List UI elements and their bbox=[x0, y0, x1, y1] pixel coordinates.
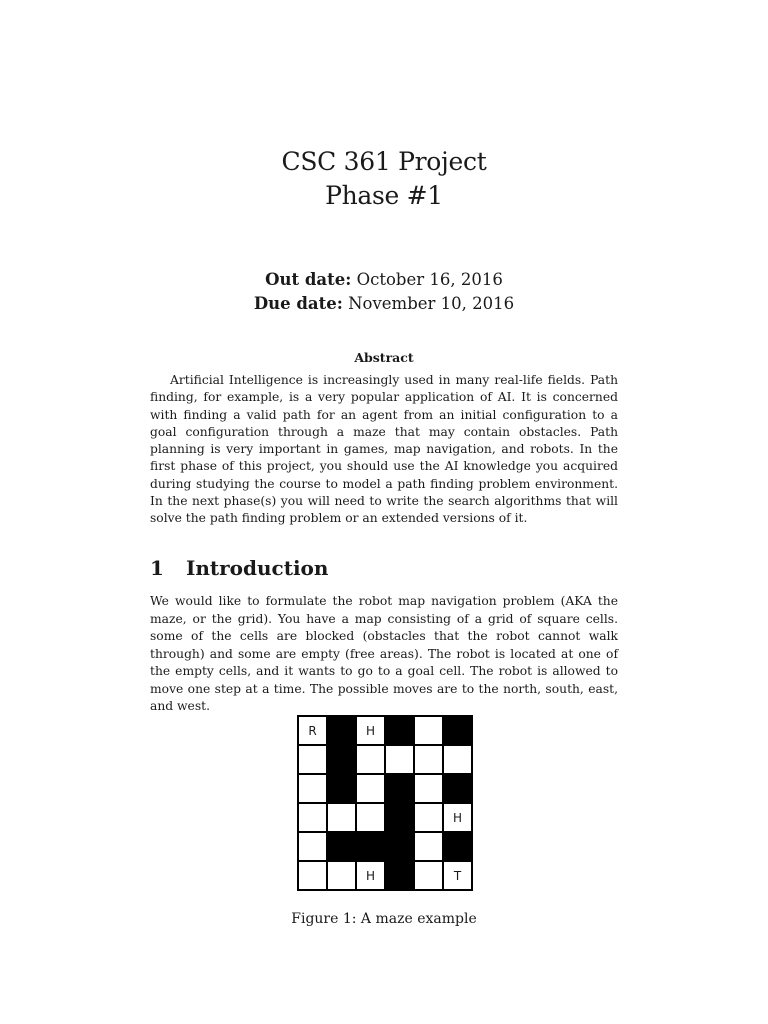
maze-cell: H bbox=[356, 716, 385, 745]
maze-cell bbox=[414, 774, 443, 803]
maze-cell bbox=[327, 803, 356, 832]
section-title: Introduction bbox=[186, 556, 329, 580]
section-number: 1 bbox=[150, 556, 164, 580]
maze-cell bbox=[298, 803, 327, 832]
maze-cell-blocked bbox=[443, 832, 472, 861]
out-date-label: Out date: bbox=[265, 270, 352, 289]
abstract-text: Artificial Intelligence is increasingly used in many real-life fields. Path finding, for example, is a very popular application of AI. It is concerned with finding a valid path for an agent from an initial configuration to a goal configuration through a maze that may contain obstacles. Path planning is very important in games, map navigation, and robots. In the first phase of this project, you should use the AI knowledge you acquired during studying the course to model a path finding problem environment. In the next phase(s) you will need to write the search algorithms that will solve the path finding problem or an extended versions of it. bbox=[150, 373, 618, 526]
maze-cell-blocked bbox=[443, 716, 472, 745]
maze-cell-blocked bbox=[385, 861, 414, 890]
maze-cell bbox=[327, 861, 356, 890]
maze-cell bbox=[414, 861, 443, 890]
maze-cell-blocked bbox=[327, 832, 356, 861]
figure-caption: Figure 1: A maze example bbox=[291, 911, 477, 927]
maze-cell: H bbox=[443, 803, 472, 832]
maze-cell: H bbox=[356, 861, 385, 890]
maze-cell-blocked bbox=[385, 774, 414, 803]
maze-cell-blocked bbox=[327, 745, 356, 774]
title-line-2: Phase #1 bbox=[325, 181, 443, 210]
maze-cell-blocked bbox=[385, 803, 414, 832]
maze-cell bbox=[356, 803, 385, 832]
maze-cell-blocked bbox=[327, 774, 356, 803]
maze-cell bbox=[298, 745, 327, 774]
due-date-value: November 10, 2016 bbox=[348, 294, 515, 313]
maze-cell-blocked bbox=[327, 716, 356, 745]
maze-cell: R bbox=[298, 716, 327, 745]
maze-figure bbox=[297, 715, 473, 891]
maze-cell bbox=[385, 745, 414, 774]
maze-cell bbox=[414, 832, 443, 861]
maze-cell-blocked bbox=[385, 716, 414, 745]
introduction-text: We would like to formulate the robot map navigation problem (AKA the maze, or the grid). You have a map consisting of a grid of square cells. some of the cells are blocked (obstacles that the robot cannot walk through) and some are empty (free areas). The robot is located at one of the empty cells, and it wants to go to a goal cell. The robot is allowed to move one step at a time. The possible moves are to the north, south, east, and west. bbox=[150, 594, 618, 713]
maze-cell bbox=[298, 774, 327, 803]
title-line-1: CSC 361 Project bbox=[281, 147, 487, 176]
maze-cell-blocked bbox=[356, 832, 385, 861]
abstract-heading: Abstract bbox=[354, 350, 414, 365]
out-date-value: October 16, 2016 bbox=[356, 270, 503, 289]
maze-cell bbox=[356, 774, 385, 803]
maze-cell bbox=[414, 716, 443, 745]
due-date-line bbox=[0, 292, 768, 316]
maze-cell bbox=[443, 745, 472, 774]
maze-cell bbox=[298, 832, 327, 861]
maze-cell bbox=[356, 745, 385, 774]
maze-cell-blocked bbox=[385, 832, 414, 861]
section-heading-introduction bbox=[150, 554, 328, 582]
maze-cell-blocked bbox=[443, 774, 472, 803]
maze-cell bbox=[414, 803, 443, 832]
due-date-label: Due date: bbox=[253, 294, 343, 313]
maze-cell: T bbox=[443, 861, 472, 890]
out-date-line bbox=[0, 268, 768, 292]
maze-cell bbox=[414, 745, 443, 774]
maze-cell bbox=[298, 861, 327, 890]
